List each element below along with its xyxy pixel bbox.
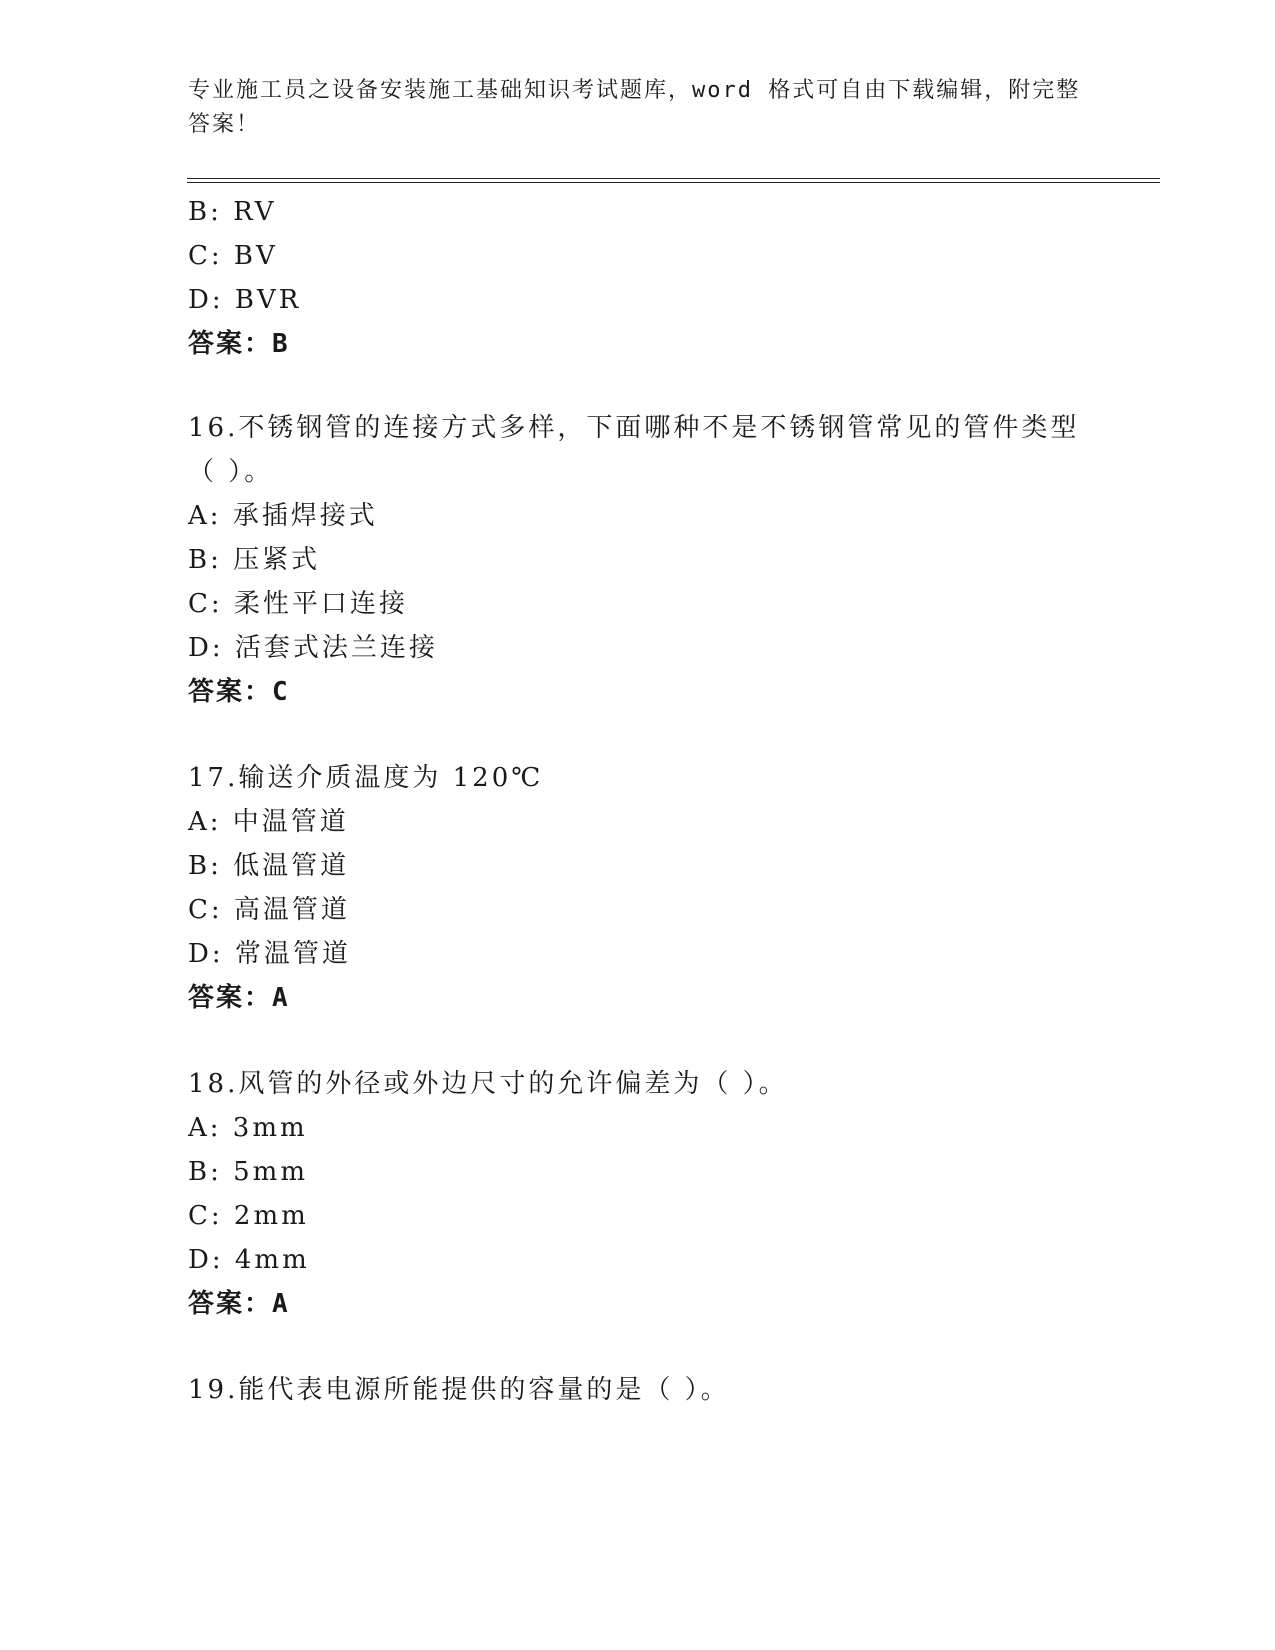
option-line: A: 承插焊接式 bbox=[188, 501, 378, 531]
option-line: A: 中温管道 bbox=[188, 807, 349, 837]
option-line: D: 4mm bbox=[188, 1245, 310, 1275]
header-divider-bottom bbox=[187, 182, 1160, 183]
option-line: B: 5mm bbox=[188, 1157, 308, 1187]
option-line: A: 3mm bbox=[188, 1113, 308, 1143]
option-line: D: 活套式法兰连接 bbox=[188, 633, 438, 663]
option-line: D: 常温管道 bbox=[188, 939, 351, 969]
question-text: 19.能代表电源所能提供的容量的是（ ）。 bbox=[188, 1375, 730, 1405]
answer-line: 答案：B bbox=[188, 329, 290, 359]
option-line: B: 压紧式 bbox=[188, 545, 321, 575]
page-header: 专业施工员之设备安装施工基础知识考试题库，word 格式可自由下载编辑，附完整答案！ bbox=[188, 78, 1081, 137]
option-line: B: RV bbox=[188, 197, 277, 227]
question-text: 18.风管的外径或外边尺寸的允许偏差为（ ）。 bbox=[188, 1069, 788, 1099]
option-line: B: 低温管道 bbox=[188, 851, 350, 881]
answer-line: 答案：A bbox=[188, 1289, 290, 1319]
option-line: C: 高温管道 bbox=[188, 895, 350, 925]
option-line: C: 柔性平口连接 bbox=[188, 589, 408, 619]
option-line: C: BV bbox=[188, 241, 278, 271]
option-line: C: 2mm bbox=[188, 1201, 309, 1231]
answer-line: 答案：C bbox=[188, 677, 290, 707]
question-text: （ ）。 bbox=[188, 457, 274, 487]
question-text: 17.输送介质温度为 120℃ bbox=[188, 763, 544, 793]
question-text: 16.不锈钢管的连接方式多样，下面哪种不是不锈钢管常见的管件类型 bbox=[188, 413, 1080, 443]
answer-line: 答案：A bbox=[188, 983, 290, 1013]
header-divider-top bbox=[187, 178, 1160, 179]
option-line: D: BVR bbox=[188, 285, 302, 315]
